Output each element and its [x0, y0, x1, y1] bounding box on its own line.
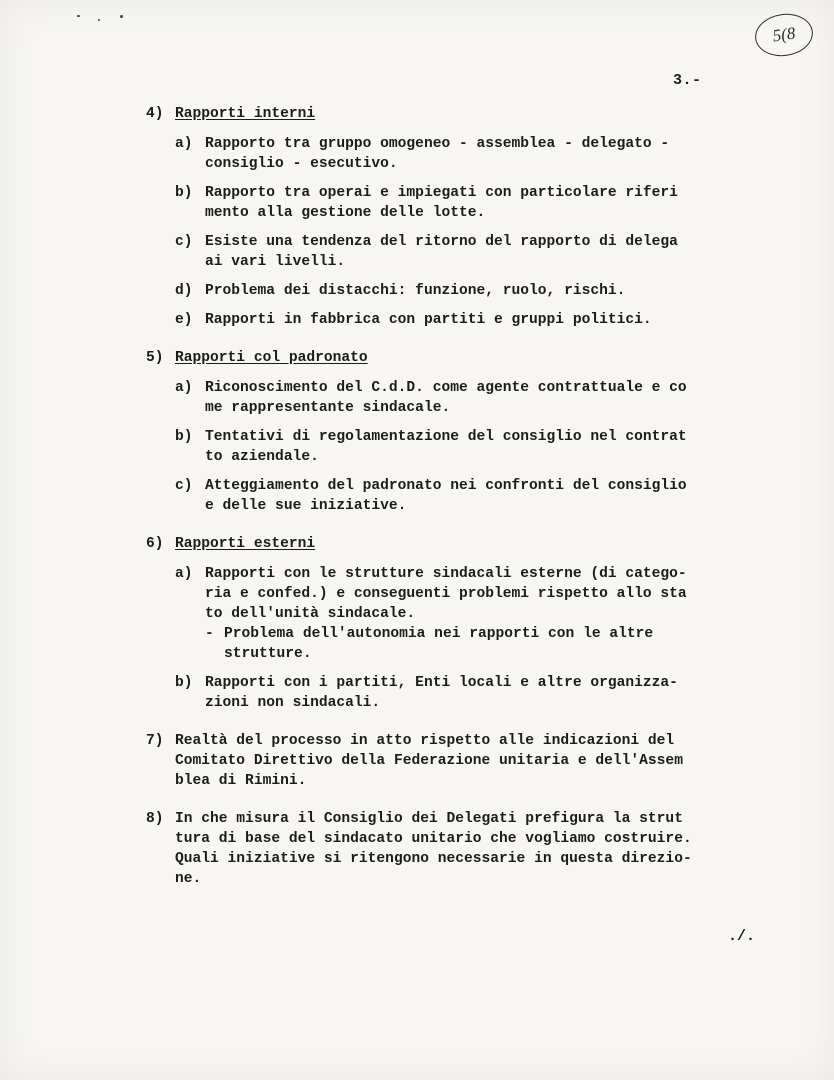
list-item [175, 310, 786, 330]
item-letter: e) [175, 312, 193, 328]
item-text: Rapporti con i partiti, Enti locali e altre organizza- zioni non sindacali. [205, 675, 678, 711]
section-rapporti-interni [146, 104, 786, 330]
item-letter: b) [175, 429, 193, 445]
list-item [175, 378, 786, 418]
page-number: 3.- [673, 72, 702, 89]
section-rapporti-col-padronato [146, 348, 786, 516]
section-heading [146, 534, 786, 554]
archive-stamp: 5(8 [752, 10, 815, 60]
list-item [175, 673, 786, 713]
list-item [175, 232, 786, 272]
section-heading [146, 348, 786, 368]
paragraph-number: 7) [146, 733, 164, 749]
item-letter: c) [175, 234, 193, 250]
section-title: Rapporti col padronato [175, 350, 368, 366]
item-text: Rapporto tra gruppo omogeneo - assemblea - delegato - consiglio - esecutivo. [205, 136, 670, 172]
sub-item [205, 624, 765, 664]
paper-speck [77, 15, 80, 17]
item-letter: b) [175, 675, 193, 691]
section-items [175, 378, 786, 516]
section-title: Rapporti interni [175, 106, 316, 122]
item-text: Problema dei distacchi: funzione, ruolo, rischi. [205, 283, 626, 299]
paragraph-8 [146, 809, 786, 889]
item-letter: b) [175, 185, 193, 201]
document-body [146, 104, 786, 907]
item-text: Riconoscimento del C.d.D. come agente contrattuale e co me rappresentante sindacale. [205, 380, 687, 416]
item-letter: c) [175, 478, 193, 494]
paragraph-7 [146, 731, 786, 791]
sub-item-text: Problema dell'autonomia nei rapporti con le altre strutture. [224, 626, 654, 662]
section-number: 6) [146, 536, 164, 552]
item-text: Atteggiamento del padronato nei confronti del consiglio e delle sue iniziative. [205, 478, 687, 514]
section-heading [146, 104, 786, 124]
paragraph-text: Realtà del processo in atto rispetto alle indicazioni del Comitato Direttivo della Federazione unitaria e dell'Assem blea di Rimini. [175, 733, 683, 789]
list-item [175, 476, 786, 516]
section-number: 4) [146, 106, 164, 122]
item-text: Rapporti in fabbrica con partiti e gruppi politici. [205, 312, 652, 328]
paragraph-number: 8) [146, 811, 164, 827]
item-text: Tentativi di regolamentazione del consiglio nel contrat to aziendale. [205, 429, 687, 465]
list-item [175, 183, 786, 223]
sub-item-dash: - [205, 626, 214, 642]
section-items [175, 134, 786, 330]
item-letter: a) [175, 380, 193, 396]
item-letter: a) [175, 136, 193, 152]
paper-speck [120, 15, 123, 18]
item-letter: a) [175, 566, 193, 582]
paragraph-text: In che misura il Consiglio dei Delegati prefigura la strut tura di base del sindacato unitario che vogliamo costruire. Quali iniziative si ritengono necessarie in questa direzio- ne. [175, 811, 692, 887]
list-item [175, 134, 786, 174]
list-item [175, 281, 786, 301]
item-letter: d) [175, 283, 193, 299]
item-body [205, 564, 765, 664]
paper-speck [98, 19, 100, 21]
list-item [175, 427, 786, 467]
item-text: Rapporti con le strutture sindacali esterne (di catego- ria e confed.) e conseguenti problemi rispetto allo sta to dell'unità sindacale. [205, 566, 687, 622]
section-rapporti-esterni [146, 534, 786, 713]
continuation-mark: ./. [728, 928, 756, 945]
item-text: Rapporto tra operai e impiegati con particolare riferi mento alla gestione delle lotte. [205, 185, 678, 221]
section-items [175, 564, 786, 713]
section-number: 5) [146, 350, 164, 366]
section-title: Rapporti esterni [175, 536, 316, 552]
list-item [175, 564, 786, 664]
item-text: Esiste una tendenza del ritorno del rapporto di delega ai vari livelli. [205, 234, 678, 270]
